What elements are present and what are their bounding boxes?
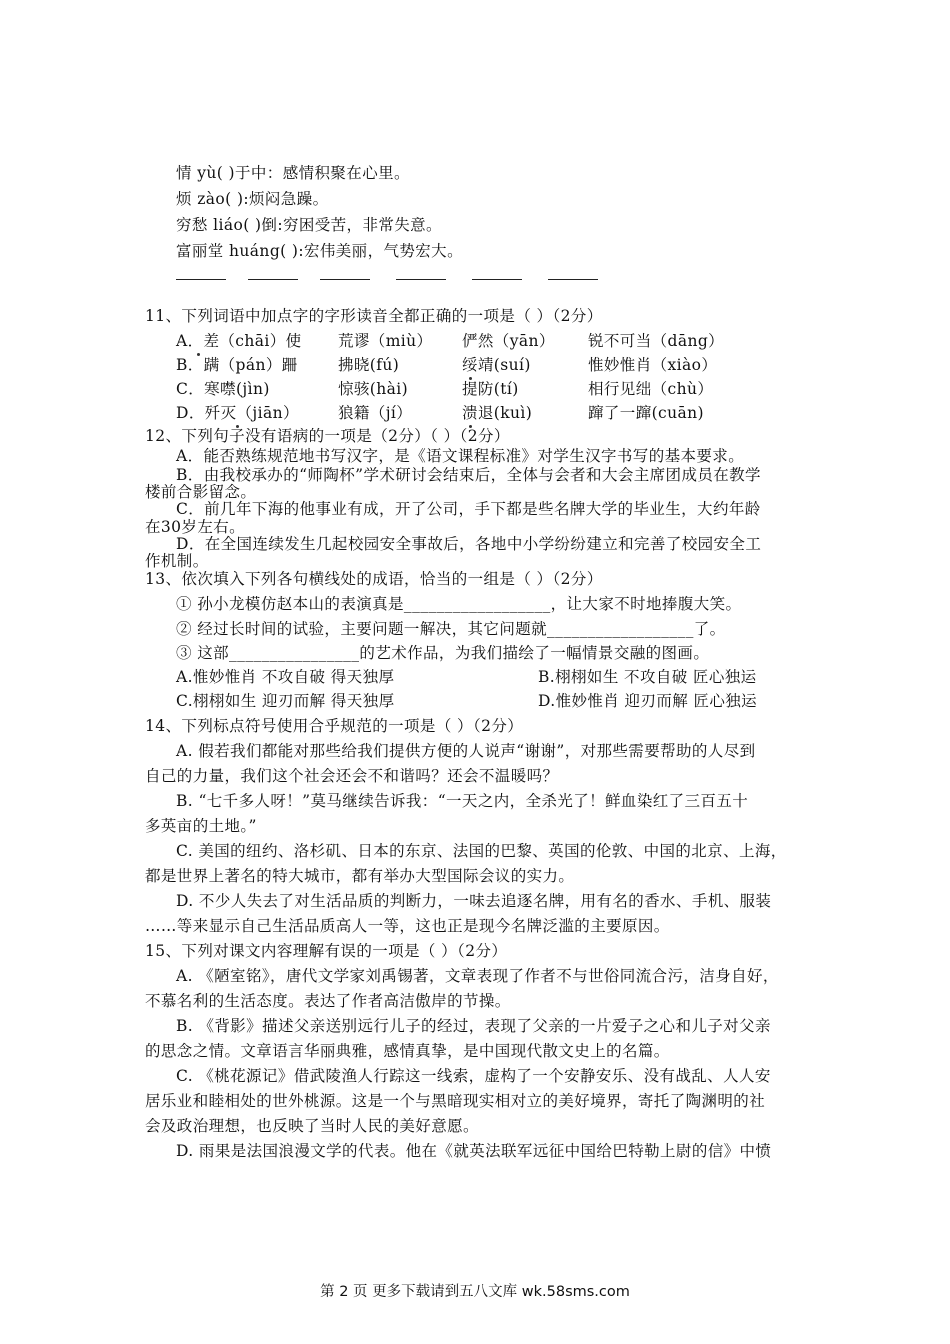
question-sentence: ③ 这部________________的艺术作品，为我们描绘了一幅情景交融的图画。	[176, 644, 710, 662]
question-line: 楼前合影留念。	[145, 483, 257, 501]
question-line: C．前几年下海的他事业有成，开了公司，手下都是些名牌大学的毕业生，大约年龄	[176, 500, 761, 518]
option: C.栩栩如生 迎刃而解 得天独厚	[176, 692, 395, 710]
question-line: 作机制。	[145, 552, 209, 570]
question-line: A．能否熟练规范地书写汉字，是《语文课程标准》对学生汉字书写的基本要求。	[176, 447, 745, 465]
option-cell: 惊骇(hài)	[338, 380, 409, 398]
option: D.惟妙惟肖 迎刃而解 匠心独运	[538, 692, 758, 710]
question-line: A. 假若我们都能对那些给我们提供方便的人说声“谢谢”，对那些需要帮助的人尽到	[176, 742, 756, 760]
emphasis-dot	[197, 353, 200, 356]
emphasis-dot	[469, 377, 472, 380]
option: B.栩栩如生 不攻自破 匠心独运	[538, 668, 757, 686]
option-cell: 狼籍（jí）	[338, 404, 413, 422]
question-line: B. 《背影》描述父亲送别远行儿子的经过，表现了父亲的一片爱子之心和儿子对父亲	[176, 1017, 771, 1035]
question-line: 居乐业和睦相处的世外桃源。这是一个与黑暗现实相对立的美好境界，寄托了陶渊明的社	[145, 1092, 766, 1110]
question-line: D．在全国连续发生几起校园安全事故后，各地中小学纷纷建立和完善了校园安全工	[176, 535, 762, 553]
definition-line: 烦 zào( ):烦闷急躁。	[176, 190, 329, 208]
question-stem: 13、依次填入下列各句横线处的成语，恰当的一组是（ ）（2分）	[145, 570, 603, 588]
question-line: 都是世界上著名的特大城市，都有举办大型国际会议的实力。	[145, 867, 575, 885]
question-stem: 15、下列对课文内容理解有误的一项是（ ）（2分）	[145, 942, 508, 960]
option-cell: 溃退(kuì)	[462, 404, 533, 422]
option-cell: 绥靖(suí)	[462, 356, 531, 374]
question-line: D. 不少人失去了对生活品质的判断力，一味去追逐名牌，用有名的香水、手机、服装	[176, 892, 772, 910]
question-line: D. 雨果是法国浪漫文学的代表。他在《就英法联军远征中国给巴特勒上尉的信》中愤	[176, 1142, 772, 1160]
question-line: 不慕名利的生活态度。表达了作者高洁傲岸的节操。	[145, 992, 511, 1010]
option-cell: 拂晓(fú)	[338, 356, 400, 374]
question-line: ……等来显示自己生活品质高人一等，这也正是现今名牌泛滥的主要原因。	[145, 917, 670, 935]
option-cell: A．差（chāi）使	[176, 332, 302, 350]
question-line: 会及政治理想，也反映了当时人民的美好意愿。	[145, 1117, 479, 1135]
option-cell: 俨然（yān）	[462, 332, 555, 350]
option-cell: 荒谬（miù）	[338, 332, 433, 350]
question-line: 的思念之情。文章语言华丽典雅，感情真挚，是中国现代散文史上的名篇。	[145, 1042, 670, 1060]
question-line: C. 《桃花源记》借武陵渔人行踪这一线索，虚构了一个安静安乐、没有战乱、人人安	[176, 1067, 771, 1085]
option-cell: 锐不可当（dāng）	[588, 332, 725, 350]
option-cell: 提防(tí)	[462, 380, 519, 398]
definition-line: 富丽堂 huáng( ):宏伟美丽，气势宏大。	[176, 242, 463, 260]
option-cell: D．歼灭（jiān）	[176, 404, 299, 422]
question-line: 在30岁左右。	[145, 518, 246, 536]
question-stem: 14、下列标点符号使用合乎规范的一项是（ ）（2分）	[145, 717, 524, 735]
definition-line: 穷愁 liáo( )倒:穷困受苦，非常失意。	[176, 216, 442, 234]
option-cell: B．蹒（pán）跚	[176, 356, 298, 374]
question-line: 自己的力量，我们这个社会还会不和谐吗？还会不温暖吗？	[145, 767, 559, 785]
question-line: C. 美国的纽约、洛杉矶、日本的东京、法国的巴黎、英国的伦敦、中国的北京、上海，	[176, 842, 787, 860]
question-sentence: ① 孙小龙模仿赵本山的表演真是__________________，让大家不时地捧腹大笑。	[176, 595, 742, 613]
option-cell: 相行见绌（chù）	[588, 380, 714, 398]
option: A.惟妙惟肖 不攻自破 得天独厚	[176, 668, 395, 686]
question-line: B. “七千多人呀！”莫马继续告诉我：“一天之内，全杀光了！鲜血染红了三百五十	[176, 792, 749, 810]
question-line: A. 《陋室铭》，唐代文学家刘禹锡著，文章表现了作者不与世俗同流合污，洁身自好，	[176, 967, 779, 985]
option-cell: C．寒噤(jìn)	[176, 380, 270, 398]
option-cell: 蹿了一蹿(cuān)	[588, 404, 704, 422]
answer-blanks	[176, 265, 606, 287]
question-line: 多英亩的土地。”	[145, 817, 257, 835]
page-footer: 第 2 页 更多下载请到五八文库 wk.58sms.com	[320, 1284, 630, 1300]
question-sentence: ② 经过长时间的试验，主要问题一解决，其它问题就__________________了。	[176, 620, 726, 638]
question-line: B．由我校承办的“师陶杯”学术研讨会结束后，全体与会者和大会主席团成员在教学	[176, 466, 761, 484]
definition-line: 情 yù( )于中：感情积聚在心里。	[176, 164, 410, 182]
question-stem: 11、下列词语中加点字的字形读音全都正确的一项是（ ）（2分）	[145, 307, 603, 325]
option-cell: 惟妙惟肖（xiào）	[588, 356, 718, 374]
question-stem: 12、下列句子没有语病的一项是（2分）（ ）（2分）	[145, 427, 510, 445]
